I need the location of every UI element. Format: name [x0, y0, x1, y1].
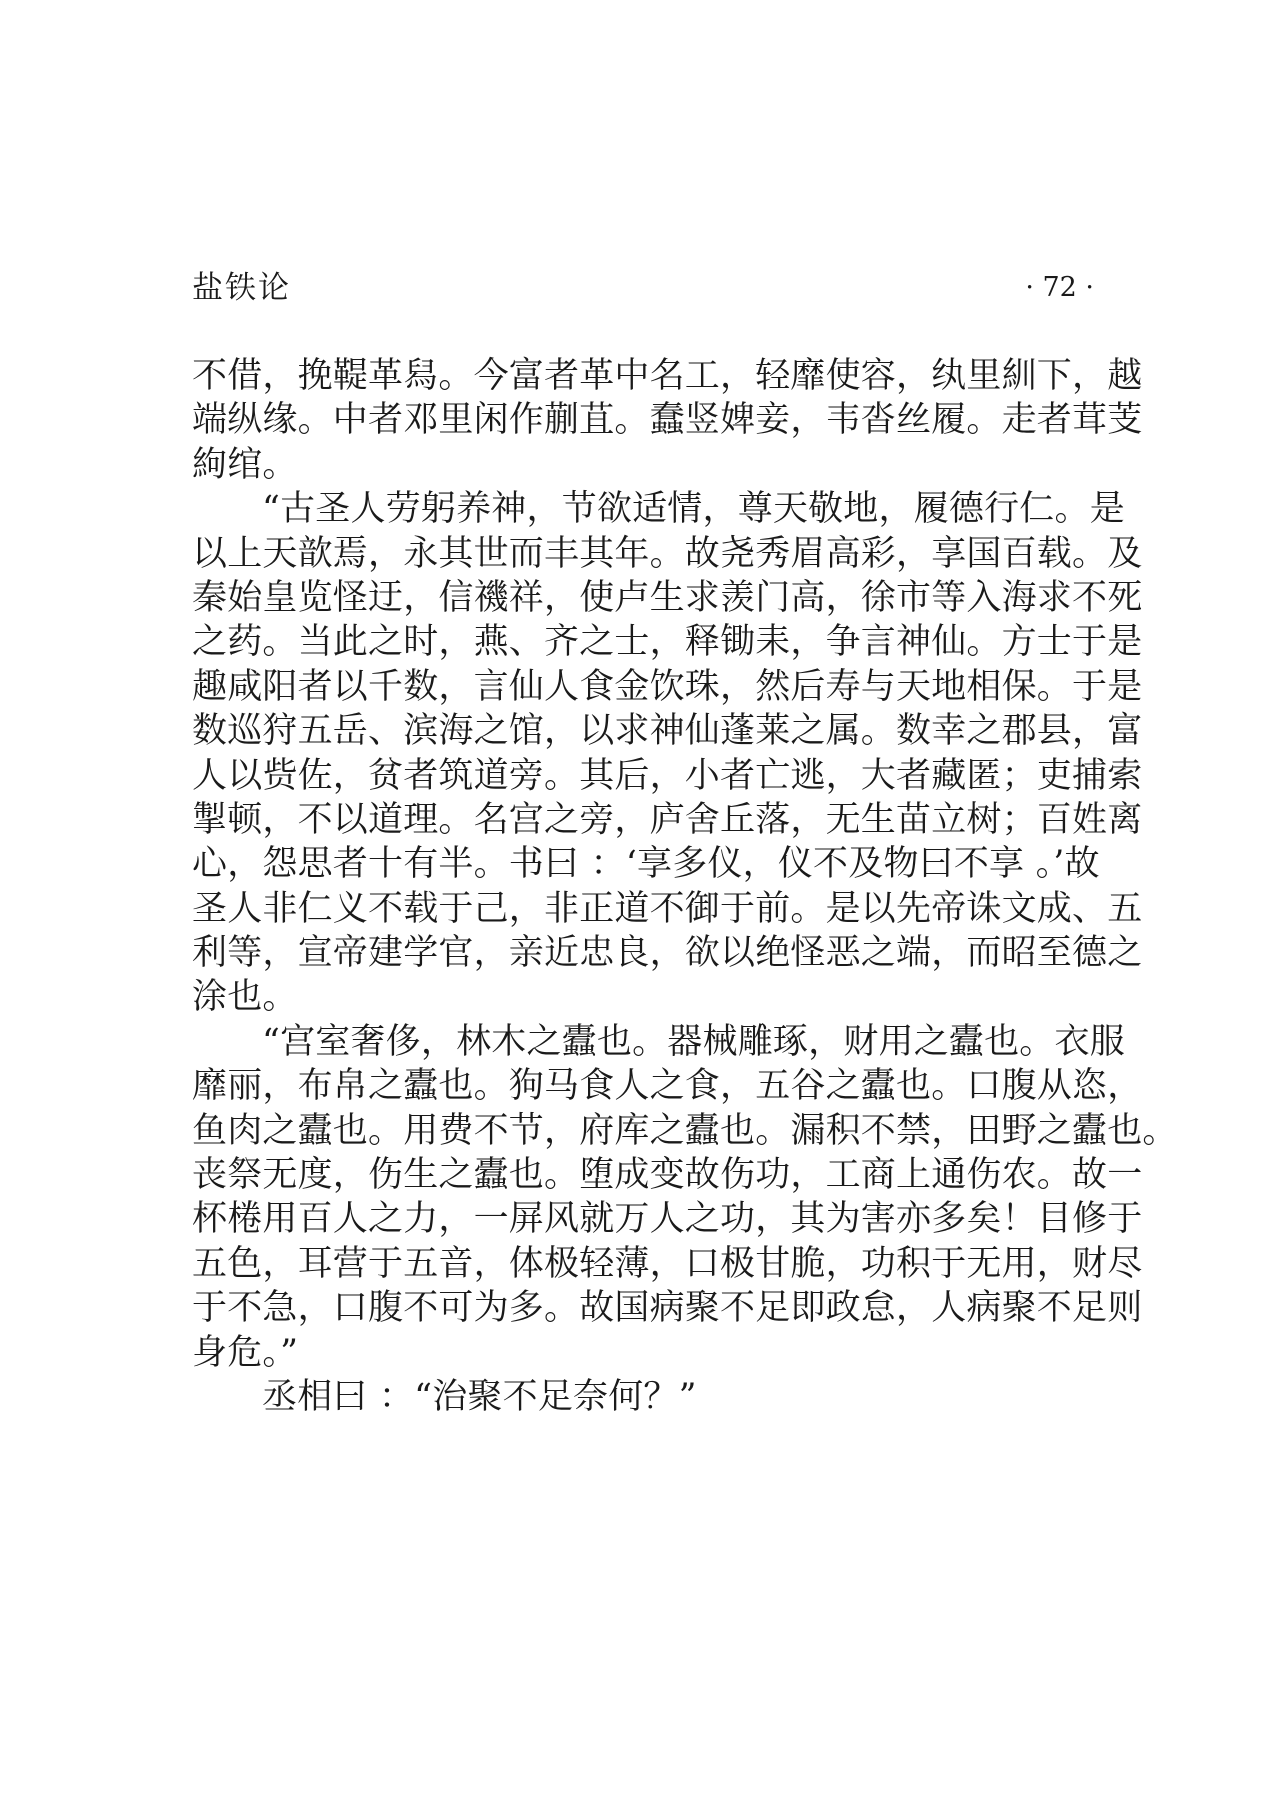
- text-line: 数巡狩五岳、滨海之馆，以求神仙蓬莱之属。数幸之郡县，富: [192, 711, 1143, 752]
- text-line: 五色，耳营于五音，体极轻薄，口极甘脆，功积于无用，财尽: [192, 1243, 1143, 1284]
- text-line: 身危。”: [192, 1332, 299, 1373]
- text-line: 于不急，口腹不可为多。故国病聚不足即政怠，人病聚不足则: [192, 1288, 1143, 1329]
- page-body: [192, 354, 1178, 1419]
- text-line: 利等，宣帝建学官，亲近忠良，欲以绝怪恶之端，而昭至德之: [192, 933, 1143, 974]
- text-line: 圣人非仁义不载于己，非正道不御于前。是以先帝诛文成、五: [192, 888, 1143, 929]
- text-line: 鱼肉之蠹也。用费不节，府库之蠹也。漏积不禁，田野之蠹也。: [192, 1110, 1178, 1151]
- text-line: 絇绾。: [192, 444, 298, 485]
- text-line: 不借，挽鞮革舄。今富者革中名工，轻靡使容，纨里紃下，越: [192, 356, 1143, 396]
- text-line: “古圣人劳躬养神，节欲适情，尊天敬地，履德行仁。是: [262, 489, 1125, 530]
- text-line: 丧祭无度，伤生之蠹也。堕成变故伤功，工商上通伤农。故一: [192, 1155, 1143, 1196]
- text-line: 以上天歆焉，永其世而丰其年。故尧秀眉高彩，享国百载。及: [192, 533, 1143, 574]
- text-line: 涂也。: [192, 977, 298, 1018]
- page-header: [192, 268, 1094, 308]
- text-line: 之药。当此之时，燕、齐之士，释锄耒，争言神仙。方士于是: [192, 622, 1143, 663]
- text-line: “宫室奢侈，林木之蠹也。器械雕琢，财用之蠹也。衣服: [262, 1021, 1125, 1062]
- text-line: 丞相曰 ：“治聚不足奈何？”: [262, 1376, 697, 1417]
- text-line: 端纵缘。中者邓里闲作蒯苴。蠢竖婢妾，韦沓丝履。走者茸芰: [192, 400, 1143, 441]
- text-line: 秦始皇览怪迂，信禨祥，使卢生求羡门高，徐市等入海求不死: [192, 577, 1143, 618]
- page-number: · 72 ·: [1025, 272, 1094, 303]
- text-line: 心，怨思者十有半。书曰 ：‘享多仪，仪不及物曰不享 。’故: [192, 844, 1100, 885]
- book-title: 盐铁论: [192, 270, 291, 306]
- text-line: 靡丽，布帛之蠹也。狗马食人之食，五谷之蠹也。口腹从恣，: [192, 1066, 1143, 1107]
- text-line: 掣顿，不以道理。名宫之旁，庐舍丘落，无生苗立树；百姓离: [192, 799, 1143, 840]
- text-line: 趣咸阳者以千数，言仙人食金饮珠，然后寿与天地相保。于是: [192, 666, 1143, 707]
- text-line: 杯棬用百人之力，一屏风就万人之功，其为害亦多矣！目修于: [192, 1199, 1143, 1240]
- text-line: 人以赀佐，贫者筑道旁。其后，小者亡逃，大者藏匿；吏捕索: [192, 755, 1143, 796]
